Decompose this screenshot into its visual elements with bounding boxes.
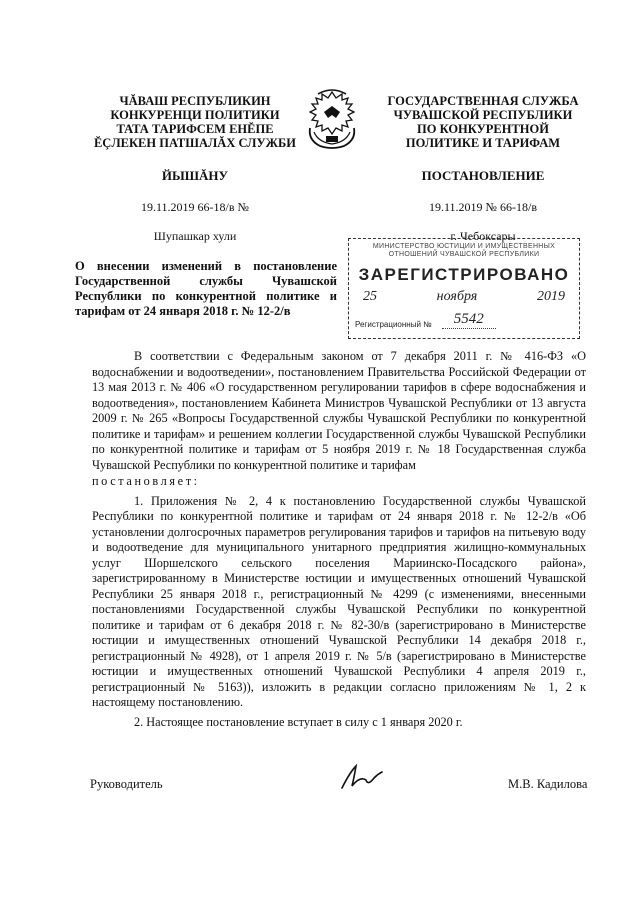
place-right: г. Чебоксары	[450, 229, 516, 243]
document-title: О внесении изменений в постановление Государственной службы Чувашской Республики по конкурентной политике и тарифам от 24 января 2018 г. № 12-2/в	[75, 259, 337, 318]
doc-type-left: ЙЫШĂНУ	[161, 168, 229, 183]
paragraph-item-1: 1. Приложения № 2, 4 к постановлению Государственной службы Чувашской Республики по конкурентной политике и тарифам от 24 января 2018 г. № 12-2/в «Об установлении долгосрочных параметров регулирования тарифов и тарифов на питьевую воду и водоотведение для муниципального унитарного предприятия жилищно-коммунальных услуг Шоршелского сельского поселения Мариинско-Посадского района», зарегистрированному в Министерстве юстиции и имущественных отношений Чувашской Республики 25 января 2018 г., регистрационный № 4299 (с изменениями, внесенными постановлениями Государственной службы Чувашской Республики по конкурентной политике и тарифам от 6 декабря 2018 г. № 82-30/в (зарегистрировано в Министерстве юстиции и имущественных отношений Чувашской Республики 14 декабря 2018 г., регистрационный № 4928), от 1 апреля 2019 г. № 5/в (зарегистрировано в Министерстве юстиции и имущественных отношений Чувашской Республики 4 апреля 2019 г., регистрационный № 5163)), изложить в редакции согласно приложениям № 1, 2 к настоящему постановлению.	[92, 493, 586, 709]
signature-name: М.В. Кадилова	[508, 777, 588, 791]
stamp-reg-row	[355, 311, 573, 329]
header-left-line-1: ЧĂВАШ РЕСПУБЛИКИН	[119, 94, 271, 108]
header-left-line-3: ТАТА ТАРИФСЕМ ЕНĔПЕ	[116, 122, 274, 136]
paragraph-resolves: постановляет:	[92, 474, 200, 488]
header-right-line-4: ПОЛИТИКЕ И ТАРИФАМ	[405, 136, 561, 150]
signature-position: Руководитель	[90, 777, 163, 791]
chuvash-emblem-icon	[300, 88, 364, 152]
header-left-line-4: ĔÇЛЕКЕН ПАТШАЛĂХ СЛУЖБИ	[93, 136, 297, 150]
registration-stamp	[348, 238, 580, 339]
doc-type-right: ПОСТАНОВЛЕНИЕ	[421, 168, 545, 183]
stamp-reg-number: 5542	[442, 311, 496, 329]
stamp-month: ноября	[436, 289, 478, 304]
header-right-line-2: ЧУВАШСКОЙ РЕСПУБЛИКИ	[393, 108, 573, 122]
stamp-date	[355, 289, 573, 305]
paragraph-item-2: 2. Настоящее постановление вступает в силу с 1 января 2020 г.	[134, 714, 463, 729]
header-left-line-2: КОНКУРЕНЦИ ПОЛИТИКИ	[110, 108, 280, 122]
place-left: Шупашкар хули	[153, 229, 237, 243]
stamp-day: 25	[363, 289, 377, 304]
stamp-reg-label: Регистрационный №	[355, 320, 432, 329]
handwritten-signature-icon	[338, 762, 388, 792]
header-right-line-3: ПО КОНКУРЕНТНОЙ	[417, 122, 549, 136]
number-line-right: 19.11.2019 № 66-18/в	[429, 200, 537, 214]
stamp-year: 2019	[536, 289, 565, 304]
number-line-left: 19.11.2019 66-18/в №	[141, 200, 249, 214]
stamp-ministry: МИНИСТЕРСТВО ЮСТИЦИИ И ИМУЩЕСТВЕННЫХ ОТНОШЕНИЙ ЧУВАШСКОЙ РЕСПУБЛИКИ	[372, 243, 556, 258]
header-right-line-1: ГОСУДАРСТВЕННАЯ СЛУЖБА	[387, 94, 579, 108]
stamp-label: ЗАРЕГИСТРИРОВАНО	[358, 265, 570, 284]
header-left	[80, 94, 310, 150]
header-right	[383, 94, 583, 150]
document-body	[92, 349, 586, 731]
paragraph-preamble: В соответствии с Федеральным законом от 7 декабря 2011 г. № 416-ФЗ «О водоснабжении и водоотведении», постановлением Правительства Российской Федерации от 13 мая 2013 г. № 406 «О государственном регулировании тарифов в сфере водоснабжения и водоотведения», постановлением Кабинета Министров Чувашской Республики от 13 августа 2009 г. № 265 «Вопросы Государственной службы Чувашской Республики по конкурентной политике и тарифам» и решением коллегии Государственной службы Чувашской Республики по конкурентной политике и тарифам от 5 ноября 2019 г. № 18 Государственная служба Чувашской Республики по конкурентной политике и тарифам	[92, 349, 586, 472]
